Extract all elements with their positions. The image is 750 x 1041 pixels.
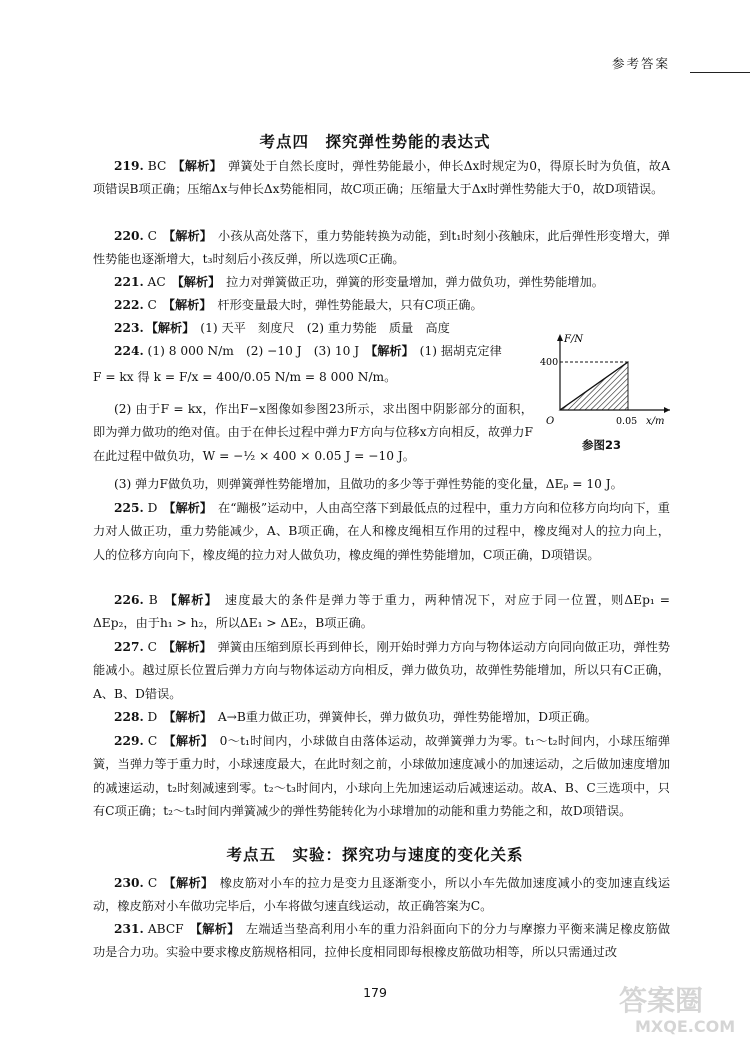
answer-224-part3: (3) 弹力F做负功，则弹簧弹性势能增加，且做功的多少等于弹性势能的变化量，ΔEₚ = 10 J。 <box>114 477 623 491</box>
analysis-text: 弹簧处于自然长度时，弹性势能最小，伸长Δx时规定为0，得原长时为负值，故A项错误B项正确；压缩Δx与伸长Δx势能相同，故C项正确；压缩量大于Δx时弹性势能大于0，故D项错误。 <box>93 159 670 197</box>
analysis-text: (1) 据胡克定律 <box>415 344 502 358</box>
question-number: 219. <box>114 159 144 173</box>
answer-choice: (1) 8 000 N/m (2) −10 J (3) 10 J <box>143 344 364 358</box>
answer-choice: C <box>143 640 161 654</box>
question-number: 222. <box>114 298 144 312</box>
answer-224 <box>93 340 533 363</box>
analysis-text: 速度最大的条件是弹力等于重力，两种情况下，对应于同一位置，则ΔEp₁ = ΔEp₂，由于h₁ > h₂，所以ΔE₁ > ΔE₂，B项正确。 <box>93 593 670 631</box>
answer-220 <box>93 225 670 272</box>
answer-224-part2: (2) 由于F = kx，作出F−x图像如参图23所示，求出图中阴影部分的面积，即为弹力做功的绝对值。由于在伸长过程中弹力F方向与位移x方向相反，故弹力F在此过程中做负功，W = −½ × 400 × 0.05 J = −10 J。 <box>93 402 533 463</box>
answer-choice: C <box>143 229 161 243</box>
analysis-tag: 【解析】 <box>163 501 213 515</box>
answer-226 <box>93 589 670 636</box>
analysis-tag: 【解析】 <box>172 159 222 173</box>
analysis-tag: 【解析】 <box>189 922 240 936</box>
question-number: 223. <box>114 321 144 335</box>
analysis-text: 拉力对弹簧做正功，弹簧的形变量增加，弹力做负功，弹性势能增加。 <box>222 275 604 289</box>
y-axis-label: F/N <box>564 334 584 345</box>
answer-228 <box>93 706 670 729</box>
analysis-text: 左端适当垫高利用小车的重力沿斜面向下的分力与摩擦力平衡来满足橡皮筋做功是合力功。实验中要求橡皮筋规格相同，拉伸长度相同即每根橡皮筋做功相等，所以只需通过改 <box>93 922 671 960</box>
answer-221 <box>93 271 670 294</box>
question-number: 230. <box>114 876 144 890</box>
analysis-tag: 【解析】 <box>164 593 218 607</box>
answer-224-formula: F = kx 得 k = F/x = 400/0.05 N/m = 8 000 N/m。 <box>93 370 397 384</box>
analysis-tag: 【解析】 <box>162 229 213 243</box>
origin-label: O <box>546 416 555 427</box>
answer-229 <box>93 730 670 823</box>
analysis-tag: 【解析】 <box>163 734 214 748</box>
question-number: 226. <box>114 593 144 607</box>
analysis-tag: 【解析】 <box>171 275 221 289</box>
answer-231 <box>93 918 670 965</box>
answer-choice: B <box>143 593 163 607</box>
y-axis-arrow <box>557 334 563 341</box>
question-number: 221. <box>114 275 144 289</box>
answer-choice: ABCF <box>143 922 188 936</box>
analysis-tag: 【解析】 <box>365 344 414 358</box>
x-tick-label: 0.05 <box>616 416 638 427</box>
answer-219 <box>93 155 670 202</box>
answer-choice: BC <box>143 159 171 173</box>
answer-227 <box>93 636 670 706</box>
watermark-logo <box>615 978 743 1036</box>
page-header-rule <box>690 72 750 73</box>
answer-choice: C <box>143 298 161 312</box>
analysis-tag: 【解析】 <box>145 321 195 335</box>
answer-choice: AC <box>143 275 170 289</box>
question-number: 229. <box>114 734 144 748</box>
question-number: 227. <box>114 640 144 654</box>
force-displacement-graph <box>540 330 680 450</box>
answer-choice: D <box>143 501 162 515</box>
section-title-5: 考点五 实验：探究功与速度的变化关系 <box>226 846 524 864</box>
analysis-text: 0～t₁时间内，小球做自由落体运动，故弹簧弹力为零。t₁～t₂时间内，小球压缩弹簧，当弹力等于重力时，小球速度最大，在此时刻之前，小球做加速度减小的加速运动，之后做加速度增加的减速运动，t₂时刻减速到零。t₂～t₃时间内，小球向上先加速运动后减速运动。故A、B、C三选项中，只有C项正确；t₂～t₃时间内弹簧减少的弹性势能转化为小球增加的动能和重力势能之和，故D项错误。 <box>93 734 671 818</box>
question-number: 220. <box>114 229 144 243</box>
question-number: 225. <box>114 501 144 515</box>
x-axis-arrow <box>664 407 670 413</box>
analysis-tag: 【解析】 <box>162 298 212 312</box>
watermark-url: MXQE.COM <box>635 1017 736 1036</box>
answer-225 <box>93 497 670 567</box>
analysis-text: (1) 天平 刻度尺 (2) 重力势能 质量 高度 <box>196 321 450 335</box>
analysis-text: 小孩从高处落下，重力势能转换为动能，到t₁时刻小孩触床，此后弹性形变增大，弹性势能也逐渐增大，t₃时刻后小孩反弹，所以选项C正确。 <box>93 229 670 267</box>
watermark-text: 答案圈 <box>619 984 704 1017</box>
answer-choice: D <box>143 710 162 724</box>
analysis-tag: 【解析】 <box>162 640 212 654</box>
answer-230 <box>93 872 670 919</box>
analysis-text: 杆形变量最大时，弹性势能最大，只有C项正确。 <box>213 298 483 312</box>
page-number: 179 <box>363 985 387 1000</box>
answer-choice: C <box>143 876 162 890</box>
analysis-text: 弹簧由压缩到原长再到伸长，刚开始时弹力方向与物体运动方向同向做正功，弹性势能减小。越过原长位置后弹力方向与物体运动方向相反，弹力做负功，故弹性势能增加，所以只有C正确，A、B、D错误。 <box>93 640 670 701</box>
answer-choice: C <box>143 734 162 748</box>
analysis-text: A→B重力做正功，弹簧伸长，弹力做负功，弹性势能增加，D项正确。 <box>213 710 597 724</box>
question-number: 224. <box>114 344 144 358</box>
section-title-4: 考点四 探究弹性势能的表达式 <box>259 133 491 151</box>
analysis-text: 在“蹦极”运动中，人由高空落下到最低点的过程中，重力方向和位移方向均向下，重力对人做正功，重力势能减少，A、B项正确，在人和橡皮绳相互作用的过程中，橡皮绳对人的拉力向上，人的位移方向向下，橡皮绳的拉力对人做负功，橡皮绳的弹性势能增加，C项正确，D项错误。 <box>93 501 670 562</box>
analysis-text: 橡皮筋对小车的拉力是变力且逐渐变小，所以小车先做加速度减小的变加速直线运动，橡皮筋对小车做功完毕后，小车将做匀速直线运动，故正确答案为C。 <box>93 876 671 914</box>
question-number: 228. <box>114 710 144 724</box>
analysis-tag: 【解析】 <box>163 710 212 724</box>
question-number: 231. <box>114 922 144 936</box>
answer-222 <box>93 294 670 317</box>
y-tick-label: 400 <box>540 357 559 368</box>
page-header-label: 参考答案 <box>611 56 670 71</box>
figure-caption: 参图23 <box>582 438 622 452</box>
analysis-tag: 【解析】 <box>163 876 214 890</box>
x-axis-label: x/m <box>646 416 665 427</box>
